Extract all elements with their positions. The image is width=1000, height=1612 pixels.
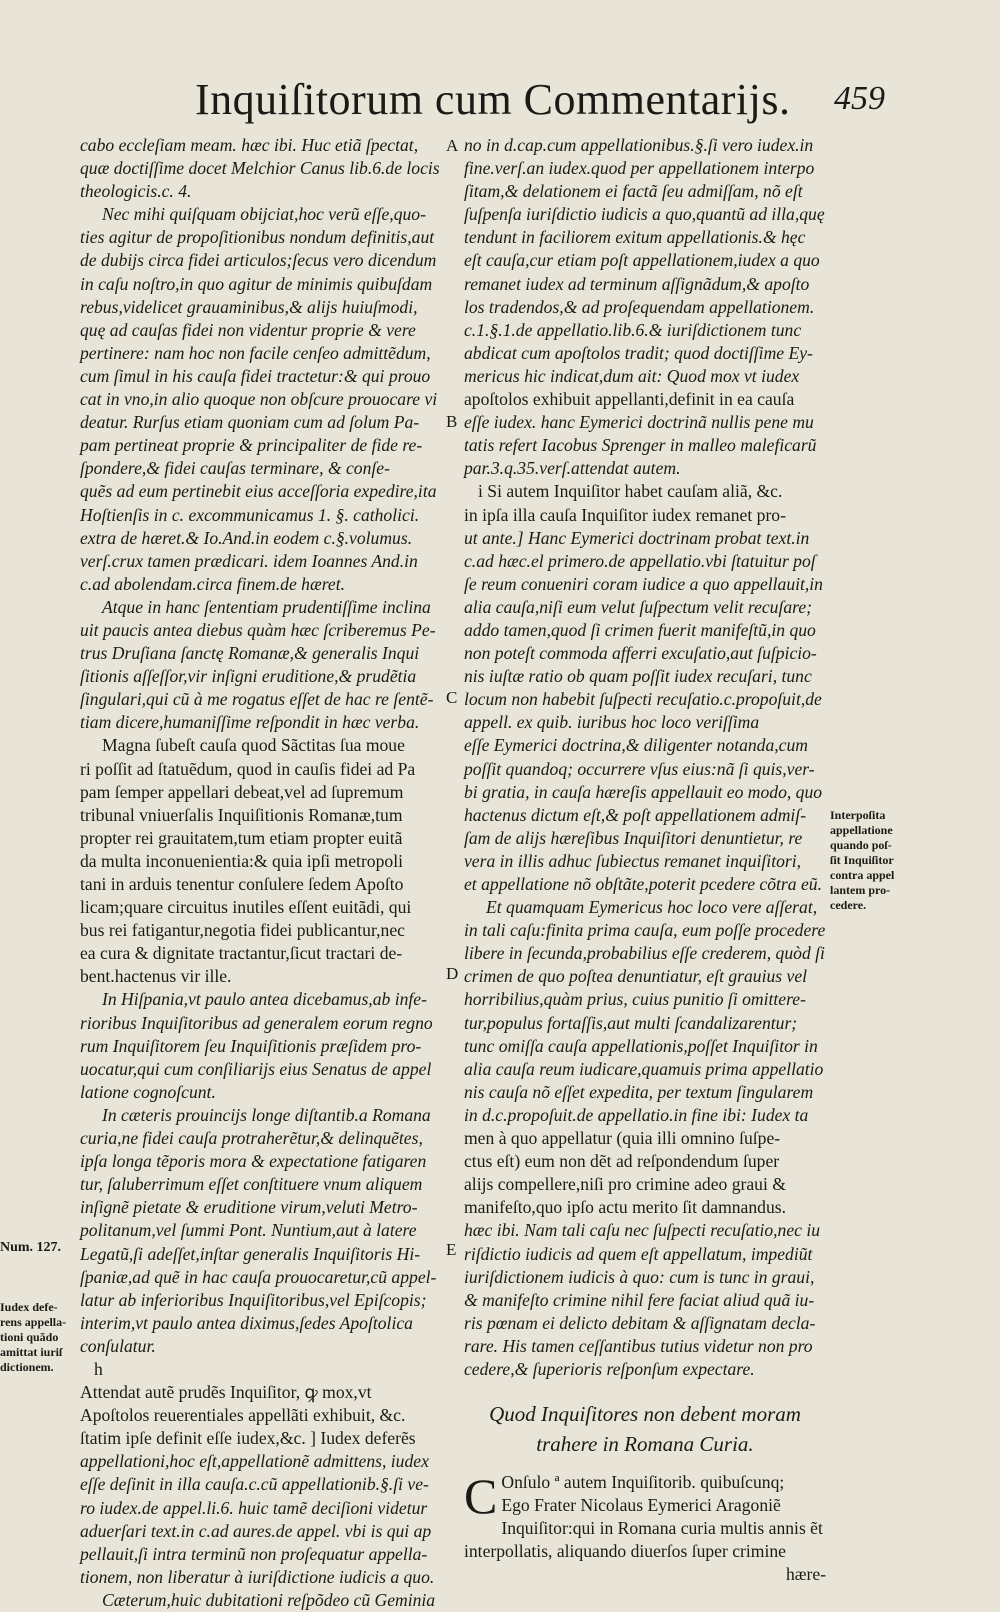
text-line: rioribus Inquiſitoribus ad generalem eorum regno <box>80 1012 433 1033</box>
text-line: & manifeſto crimine nihil fere faciat aliud quã iu- <box>464 1289 815 1310</box>
text-line: tiam dicere,humaniſſime reſpondit in hæc verba. <box>80 712 420 733</box>
note-line: dictionem. <box>0 1360 54 1374</box>
text-line: de dubijs circa fidei articulos;ſecus vero dicendum <box>80 250 437 271</box>
text-line: in tali caſu:finita prima cauſa, eum poſſe procedere <box>464 920 826 941</box>
text-line: quę ad cauſas fidei non videntur proprie & vere <box>80 319 416 340</box>
left-margin-note <box>0 1300 78 1375</box>
text-line: bi gratia, in cauſa hæreſis appellauit eo modo, quo <box>464 781 823 802</box>
final-paragraph <box>464 1468 826 1586</box>
text-line: tur, ſaluberrimum eſſet conſtituere vnum aliquem <box>80 1174 423 1195</box>
text-line: licam;quare circuitus inutiles eſſent euitãdi, qui <box>80 897 412 918</box>
text-line: addo tamen,quod ſi crimen fuerit manifeſtũ,in quo <box>464 619 816 640</box>
text-line: uocatur,qui cum conſiliarijs eius Senatus de appel <box>80 1058 432 1079</box>
note-line: amittat iuriſ <box>0 1345 63 1359</box>
text-line: non poteſt commoda afferri excuſatio,aut ſuſpicio- <box>464 643 817 664</box>
running-header <box>195 74 885 136</box>
text-line: vera in illis adhuc ſubiectus remanet inquiſitori, <box>464 850 802 871</box>
text-line: tur,populus fortaſſis,aut multi ſcandalizarentur; <box>464 1012 798 1033</box>
section-letter-e: E <box>446 1240 457 1259</box>
text-line: politanum,vel ſummi Pont. Nuntium,aut à latere <box>80 1220 417 1241</box>
text-line: latione cognoſcunt. <box>80 1081 216 1102</box>
note-line: appellatione <box>830 823 893 837</box>
text-line: ties agitur de propoſitionibus nondum definitis,aut <box>80 227 435 248</box>
text-line: ſpondere,& fidei cauſas terminare, & conſe- <box>80 458 390 479</box>
text-line: ris pœnam ei delicto debitam & aſſignatam decla- <box>464 1312 816 1333</box>
text-line: Attendat autẽ prudẽs Inquiſitor, ꝙ mox,vt <box>80 1382 372 1403</box>
text-line: aduerſari text.in c.ad aures.de appel. vbi is qui ap <box>80 1520 432 1541</box>
text-line: ſingulari,qui cũ à me rogatus eſſet de hac re ſentẽ- <box>80 689 434 710</box>
page-title: Inquiſitorum cum Commentarijs. <box>195 75 791 124</box>
text-line: propter rei grauitatem,tum etiam propter euitã <box>80 827 403 848</box>
text-line: cum ſimul in his cauſa fidei tractetur:& qui prouo <box>80 365 431 386</box>
text-line: alia cauſa,niſi eum velut ſuſpectum velit recuſare; <box>464 596 813 617</box>
text-line: pam ſemper appellari debeat,vel ad ſupremum <box>80 781 404 802</box>
text-line: mericus hic indicat,dum ait: Quod mox vt iudex <box>464 365 800 386</box>
text-line: Nec mihi quiſquam obijciat,hoc verũ eſſe,quo- <box>102 204 426 225</box>
note-line: cedere. <box>830 898 867 912</box>
text-line: c.ad abolendam.circa finem.de hæret. <box>80 573 345 594</box>
text-line: alia cauſa reum iudicare,quamuis prima appellatio <box>464 1058 824 1079</box>
text-line: ipſa longa tẽporis mora & expectatione fatigaren <box>80 1151 427 1172</box>
text-line: ro iudex.de appel.li.6. huic tamẽ deciſioni videtur <box>80 1497 428 1518</box>
text-line: inſignẽ pietate & eruditione virum,veluti Metro- <box>80 1197 418 1218</box>
text-line: par.3.q.35.verſ.attendat autem. <box>464 458 681 479</box>
text-line: theologicis.c. 4. <box>80 181 192 202</box>
note-line: lantem pro- <box>830 883 891 897</box>
text-line: crimen de quo poſtea denuntiatur, eſt grauius vel <box>464 966 808 987</box>
left-text-column <box>80 134 448 1612</box>
text-line: interpollatis, aliquando diuerſos ſuper crimine <box>464 1541 786 1562</box>
text-line: cat in vno,in alio quoque non obſcure prouocare vi <box>80 389 438 410</box>
text-line: deatur. Rurſus etiam quoniam cum ad ſolum Pa- <box>80 412 420 433</box>
section-letter-a: A <box>446 136 459 155</box>
section-heading <box>464 1399 826 1459</box>
text-line: cedere,& ſuperioris reſponſum expectare. <box>464 1358 755 1379</box>
text-line: conſulatur. <box>80 1335 156 1356</box>
text-line: trus Druſiana ſanctę Romanæ,& generalis Inqui <box>80 643 420 664</box>
text-line: Cæterum,huic dubitationi reſpõdeo cũ Geminia <box>102 1589 436 1610</box>
text-line: ea cura & dignitate tractantur,ſicut tractari de- <box>80 943 403 964</box>
text-line: nis cauſa nõ eſſet expedita, per textum ſingularem <box>464 1081 814 1102</box>
note-line: tioni quãdo <box>0 1330 59 1344</box>
text-line: locum non habebit ſuſpecti recuſatio.c.propoſuit,de <box>464 689 822 710</box>
text-line: los tradendos,& ad proſequendam appellationem. <box>464 296 815 317</box>
text-line: apoſtolos exhibuit appellanti,definit in ea cauſa <box>464 389 795 410</box>
section-heading-line: trahere in Romana Curia. <box>536 1432 754 1457</box>
note-line: rens appella- <box>0 1315 67 1329</box>
text-line: in caſu noſtro,in quo agitur de minimis quibuſdam <box>80 273 433 294</box>
page-number: 459 <box>834 80 885 117</box>
text-line: alijs compellere,niſi pro crimine adeo graui & <box>464 1174 786 1195</box>
text-line: tunc omiſſa cauſa appellationis,poſſet Inquiſitor in <box>464 1035 818 1056</box>
text-line: tribunal vniuerſalis Inquiſitionis Romanæ,tum <box>80 804 403 825</box>
text-line: tatis refert Iacobus Sprenger in malleo maleficarũ <box>464 435 817 456</box>
note-line: quando poſ- <box>830 838 892 852</box>
text-line: hactenus dictum eſt,& poſt appellationem admiſ- <box>464 804 807 825</box>
text-line: poſſit quandoq; occurrere vſus eius:nã ſi quis,ver- <box>464 758 815 779</box>
text-line: pertinere: nam hoc non facile cenſeo admittẽdum, <box>80 342 431 363</box>
text-line: abdicat cum apoſtolos tradit; quod doctiſſime Ey- <box>464 342 813 363</box>
text-line: extra de hæret.& Io.And.in eodem c.§.volumus. <box>80 527 413 548</box>
text-line: manifeſto,quo ipſo actu merito ſit damnandus. <box>464 1197 786 1218</box>
text-line: bent.hactenus vir ille. <box>80 966 232 987</box>
text-line: verſ.crux tamen prædicari. idem Ioannes And.in <box>80 550 418 571</box>
text-line: latur ab inferioribus Inquiſitoribus,vel Epiſcopis; <box>80 1289 427 1310</box>
note-line: Iudex defe- <box>0 1300 58 1314</box>
text-line: pellauit,ſi intra terminũ non proſequatur appella- <box>80 1543 428 1564</box>
text-line: Hoſtienſis in c. excommunicamus 1. §. catholici. <box>80 504 420 525</box>
text-line: eſſe Eymerici doctrina,& diligenter notanda,cum <box>464 735 808 756</box>
text-line: In Hiſpania,vt paulo antea dicebamus,ab infe- <box>102 989 427 1010</box>
text-line: tionem, non liberatur à iuriſdictione iudicis a quo. <box>80 1566 435 1587</box>
text-line: iuriſdictionem iudicis à quo: cum is tunc in graui, <box>464 1266 815 1287</box>
text-line: tani in arduis tenentur conſulere ſedem Apoſto <box>80 874 404 894</box>
text-line: ſam de alijs hæreſibus Inquiſitori denuntietur, re <box>464 827 803 848</box>
right-column-body <box>464 134 826 1381</box>
text-line: pam pertineat proprie & principaliter de fide re- <box>80 435 423 456</box>
text-line: ſuſpenſa iuriſdictio iudicis a quo,quantũ ad illa,quę <box>464 204 825 225</box>
text-line: eſſe deſinit in illa cauſa.c.cũ appellationib.§.ſi ve- <box>80 1474 429 1495</box>
text-line: ri poſſit ad ſtatuẽdum, quod in cauſis fidei ad Pa <box>80 758 416 779</box>
text-line: appellationi,hoc eſt,appellationẽ admittens, iudex <box>80 1451 429 1472</box>
text-line: h <box>94 1358 103 1379</box>
text-line: In cæteris prouincijs longe diſtantib.a Romana <box>102 1104 431 1125</box>
text-line: ſitionis aſſeſſor,vir inſigni eruditione,& prudẽtia <box>80 666 417 687</box>
catchword: hære- <box>785 1564 826 1585</box>
text-line: ſitam,& delationem ei factã ſeu admiſſam, nõ eſt <box>464 181 803 202</box>
text-line: Legatũ,ſi adeſſet,inſtar generalis Inquiſitoris Hi- <box>80 1243 421 1264</box>
text-line: bus rei fatigantur,negotia fidei publicantur,nec <box>80 920 405 941</box>
text-line: Apoſtolos reuerentiales appellãti exhibuit, &c. <box>80 1405 406 1426</box>
text-line: nis iuſtæ ratio ob quam poſſit iudex recuſari, tunc <box>464 666 812 687</box>
section-letter-b: B <box>446 412 458 431</box>
drop-cap-initial: C <box>464 1468 498 1525</box>
text-line: cabo eccleſiam meam. hæc ibi. Huc etiã ſpectat, <box>80 135 419 155</box>
section-heading-line: Quod Inquiſitores non debent moram <box>489 1402 801 1427</box>
text-line: Et quamquam Eymericus hoc loco vere aſſerat, <box>486 897 818 918</box>
margin-number: Num. 127. <box>0 1240 62 1255</box>
section-letter-c: C <box>446 688 458 707</box>
text-line: no in d.cap.cum appellationibus.§.ſi vero iudex.in <box>464 135 814 155</box>
text-line: Magna ſubeſt cauſa quod Sãctitas ſua moue <box>102 735 405 756</box>
text-line: c.ad hæc.el primero.de appellatio.vbi ſtatuitur poſ <box>464 550 816 571</box>
note-line: Interpoſita <box>830 808 886 822</box>
text-line: in ipſa illa cauſa Inquiſitor iudex remanet pro- <box>464 504 786 525</box>
note-line: contra appel <box>830 868 895 882</box>
text-line: Inquiſitor:qui in Romana curia multis annis ẽt <box>501 1518 823 1539</box>
text-line: ſpaniæ,ad quẽ in hac cauſa prouocaretur,cũ appel- <box>80 1266 437 1287</box>
text-line: curia,ne fidei cauſa protraherẽtur,& delinquẽtes, <box>80 1128 423 1149</box>
note-line: ſit Inquiſitor <box>830 853 894 867</box>
text-line: c.1.§.1.de appellatio.lib.6.& iuriſdictionem tunc <box>464 319 802 340</box>
text-line: rum Inquiſitorem ſeu Inquiſitionis præſidem pro- <box>80 1035 422 1056</box>
right-margin-note <box>830 808 990 913</box>
text-line: ut ante.] Hanc Eymerici doctrinam probat text.in <box>464 527 810 548</box>
right-text-column <box>464 134 826 1587</box>
text-line: da multa inconuenientia:& quia ipſi metropoli <box>80 850 403 871</box>
text-line: ſtatim ipſe definit eſſe iudex,&c. ] Iudex deferẽs <box>80 1428 416 1449</box>
text-line: Ego Frater Nicolaus Eymerici Aragoniẽ <box>501 1495 781 1516</box>
text-line: ctus eſt) eum non dẽt ad reſpondendum ſuper <box>464 1151 780 1172</box>
text-line: horribilius,quàm prius, cuius punitio ſi omittere- <box>464 989 806 1010</box>
text-line: interim,vt paulo antea diximus,ſedes Apoſtolica <box>80 1312 413 1333</box>
text-line: et appellatione nõ obſtãte,poterit pcedere cõtra eũ. <box>464 874 822 894</box>
text-line: Atque in hanc ſententiam prudentiſſime inclina <box>102 596 431 617</box>
text-line: appell. ex quib. iuribus hoc loco veriſſima <box>464 712 760 733</box>
text-line: eſſe iudex. hanc Eymerici doctrinã nullis pene mu <box>464 412 814 433</box>
text-line: rebus,videlicet grauaminibus,& alijs huiuſmodi, <box>80 296 418 317</box>
text-line: men à quo appellatur (quia illi omnino ſuſpe- <box>464 1128 781 1149</box>
text-line: riſdictio iudicis ad quem eſt appellatum, impediũt <box>464 1243 813 1264</box>
text-line: libere in ſecunda,probabilius eſſe crederem, quòd ſi <box>464 943 825 964</box>
section-letter-d: D <box>446 964 459 983</box>
text-line: in d.c.propoſuit.de appellatio.in fine ibi: Iudex ta <box>464 1104 809 1125</box>
text-line: ſe reum conueniri coram iudice a quo appellauit,in <box>464 573 823 594</box>
text-line: hæc ibi. Nam tali caſu nec ſuſpecti recuſatio,nec iu <box>464 1220 821 1241</box>
text-line: uit paucis antea diebus quàm hæc ſcriberemus Pe- <box>80 619 436 640</box>
text-line: fine.verſ.an iudex.quod per appellationem interpo <box>464 158 815 179</box>
text-line: tendunt in faciliorem exitum appellationis.& hęc <box>464 227 806 248</box>
text-line: quæ doctiſſime docet Melchior Canus lib.6.de locis <box>80 158 440 179</box>
text-line: i Si autem Inquiſitor habet cauſam aliã, &c. <box>478 481 783 502</box>
text-line: quẽs ad eum pertinebit eius acceſſoria expedire,ita <box>80 481 437 502</box>
text-line: remanet iudex ad terminum aſſignãdum,& apoſto <box>464 273 810 294</box>
text-line: eſt cauſa,cur etiam poſt appellationem,iudex a quo <box>464 250 820 271</box>
text-line: Onſulo ª autem Inquiſitorib. quibuſcunq; <box>501 1472 785 1493</box>
text-line: rare. His tamen ceſſantibus tutius videtur non pro <box>464 1335 813 1356</box>
